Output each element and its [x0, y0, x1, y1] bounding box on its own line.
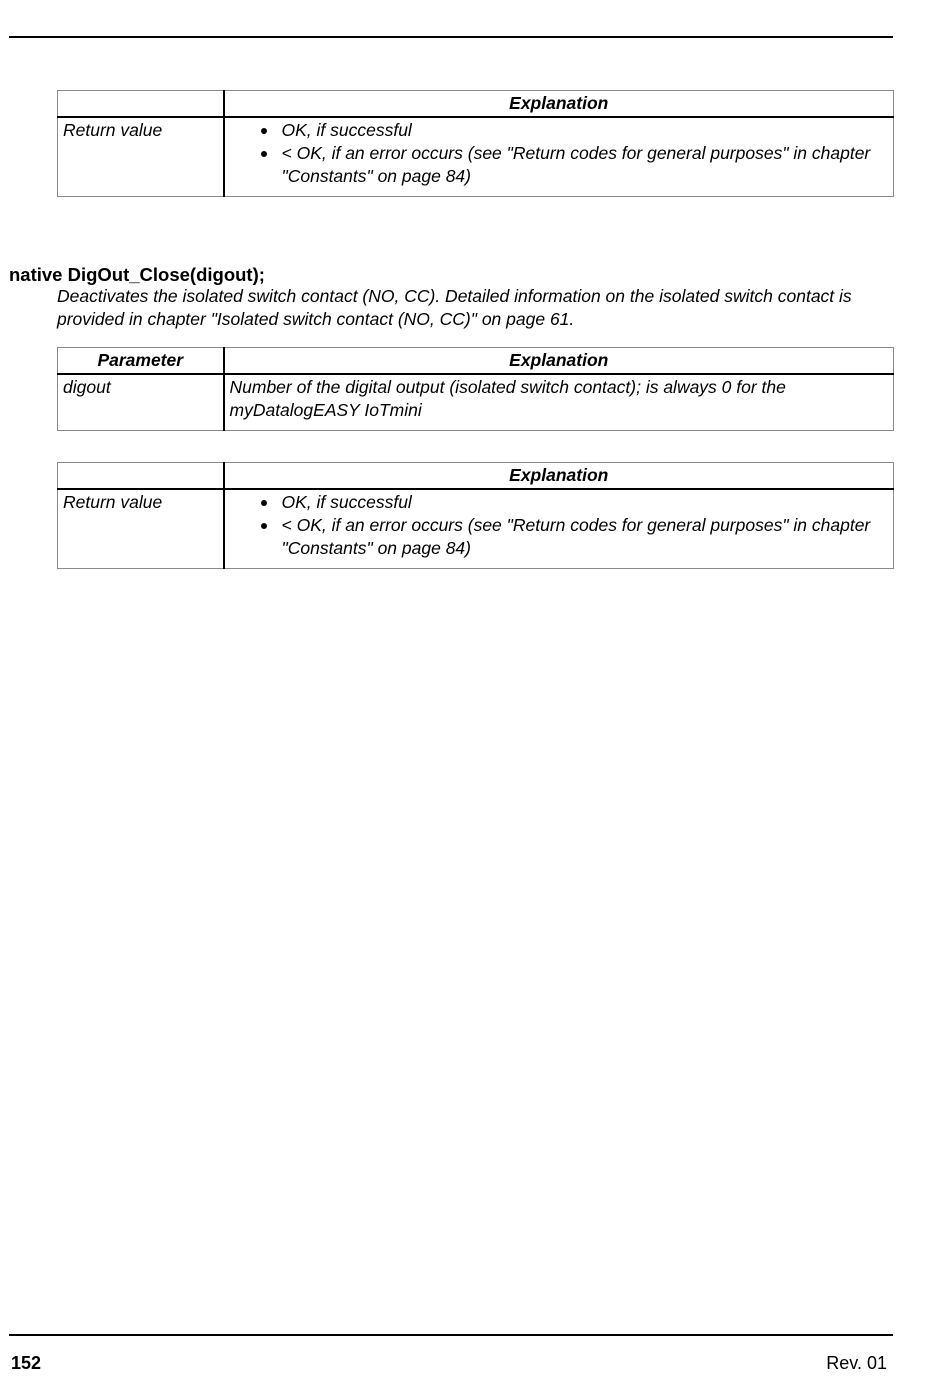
- table-header-row: [58, 348, 894, 375]
- function-signature: native DigOut_Close(digout);: [9, 264, 265, 285]
- table-header-cell: Explanation: [224, 463, 894, 490]
- bullet-list: [230, 119, 889, 188]
- function-description: Deactivates the isolated switch contact (NO, CC). Detailed information on the isolated switch contact is provided in chapter "Isolated switch contact (NO, CC)" on page 61.: [57, 286, 852, 329]
- list-item-text: < OK, if an error occurs (see "Return codes for general purposes" in chapter "Constants" on page 84): [281, 515, 871, 558]
- bullet-icon: [261, 523, 267, 529]
- parameter-explanation: Number of the digital output (isolated switch contact); is always 0 for the myDatalogEASY IoTmini: [224, 374, 894, 431]
- bullet-list: [230, 491, 889, 560]
- parameter-table: [57, 347, 894, 431]
- bullet-icon: [261, 128, 267, 134]
- table-header-row: [58, 91, 894, 118]
- row-explanation: [224, 489, 894, 569]
- list-item: [282, 119, 889, 142]
- row-label: Return value: [58, 489, 224, 569]
- table-header-cell: [58, 463, 224, 490]
- table-header-row: [58, 463, 894, 490]
- list-item: [282, 514, 889, 560]
- list-item-text: < OK, if an error occurs (see "Return codes for general purposes" in chapter "Constants" on page 84): [281, 143, 871, 186]
- table-row: [58, 117, 894, 197]
- list-item-text: OK, if successful: [281, 492, 412, 512]
- header-rule: [9, 36, 893, 38]
- row-explanation: [224, 117, 894, 197]
- parameter-name: digout: [58, 374, 224, 431]
- return-value-table: [57, 90, 894, 197]
- list-item-text: OK, if successful: [281, 120, 412, 140]
- table-header-cell: Parameter: [58, 348, 224, 375]
- row-label: Return value: [58, 117, 224, 197]
- table-row: [58, 374, 894, 431]
- list-item: [282, 491, 889, 514]
- table-header-cell: [58, 91, 224, 118]
- revision-label: Rev. 01: [826, 1353, 887, 1373]
- page-number: 152: [11, 1353, 42, 1373]
- bullet-icon: [261, 151, 267, 157]
- list-item: [282, 142, 889, 188]
- table-row: [58, 489, 894, 569]
- footer-rule: [9, 1334, 893, 1336]
- table-header-cell: Explanation: [224, 348, 894, 375]
- table-header-cell: Explanation: [224, 91, 894, 118]
- bullet-icon: [261, 500, 267, 506]
- return-value-table: [57, 462, 894, 569]
